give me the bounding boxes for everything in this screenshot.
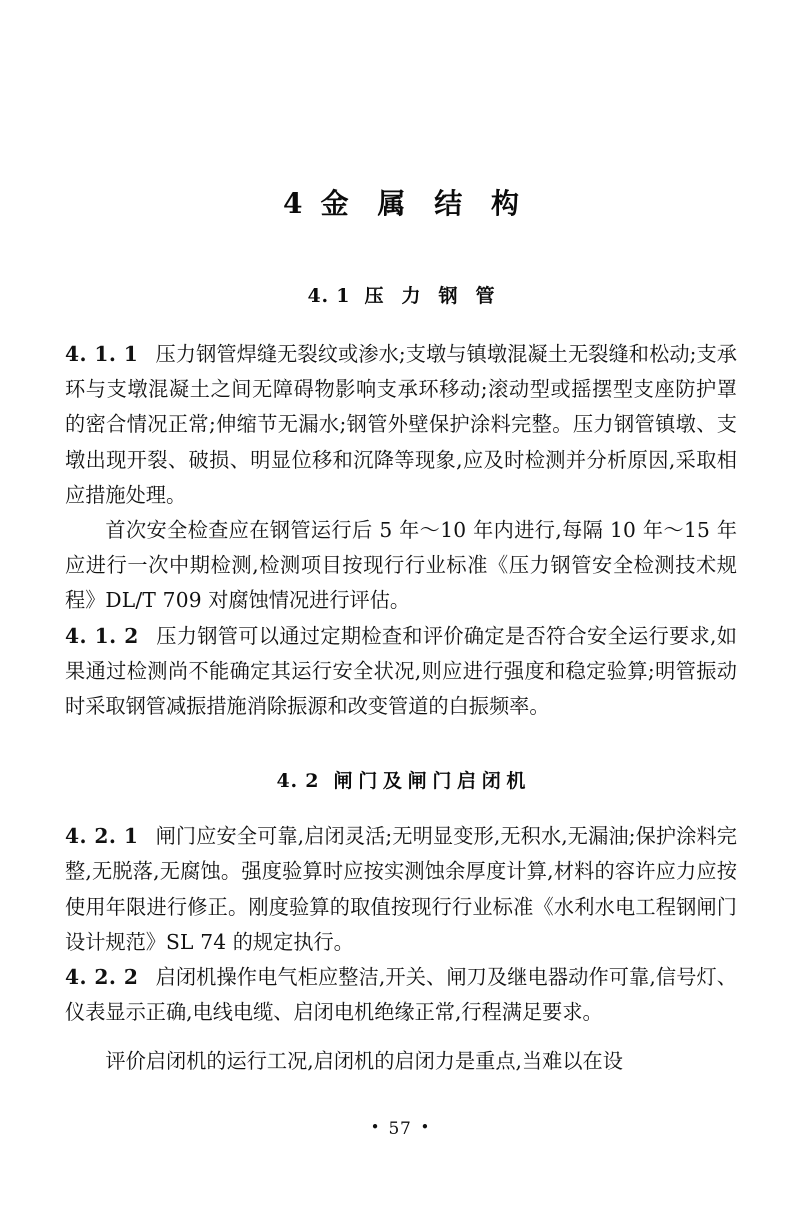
years-value-10: 10 — [440, 518, 467, 543]
clause-4-1-1 — [65, 337, 737, 513]
para-part-0: 首次安全检查应在钢管运行后 — [105, 518, 380, 543]
clause-label-4-1-1: 4. 1. 1 — [65, 342, 139, 366]
standard-code-dlt709: DL/T 709 — [105, 588, 202, 613]
para-part-10: 对腐蚀情况进行评估。 — [201, 588, 411, 613]
section-title-4-2: 闸门及闸门启闭机 — [333, 770, 532, 793]
section-title-4-1: 压 力 钢 管 — [364, 285, 501, 307]
section-heading-4-2 — [65, 766, 737, 793]
para-part-2: 年～ — [392, 518, 441, 543]
section-number-4-2: 4. 2 — [276, 770, 320, 793]
footer-dot-left: • — [370, 1118, 380, 1136]
paragraph-first-inspection — [65, 513, 737, 619]
clause-text-4-1-2: 压力钢管可以通过定期检查和评价确定是否符合安全运行要求,如果通过检测尚不能确定其运行安全状况,则应进行强度和稳定验算;明管振动时采取钢管减振措施消除振源和改变管道的白振频率。 — [65, 623, 737, 719]
para-part-6: 年～ — [636, 518, 684, 543]
clause-4-2-1 — [65, 819, 737, 960]
page-number: 57 — [388, 1119, 412, 1139]
page-footer — [0, 1118, 800, 1139]
paragraph-hoist-evaluation: 评价启闭机的运行工况,启闭机的启闭力是重点,当难以在设 — [105, 1049, 623, 1074]
page-content — [65, 0, 737, 1080]
section-number-4-1: 4. 1 — [307, 285, 351, 307]
interval-value-10: 10 — [609, 518, 637, 543]
clause-text-4-2-2: 启闭机操作电气柜应整洁,开关、闸刀及继电器动作可靠,信号灯、仪表显示正确,电线电缆、启闭电机绝缘正常,行程满足要求。 — [65, 965, 737, 1025]
para-part-8: 年应进行一次中期检测,检测项目按现行行业标准《压力钢管安全检测技术规程》 — [65, 518, 738, 613]
clause-label-4-1-2: 4. 1. 2 — [65, 623, 139, 648]
section-heading-4-1 — [65, 281, 737, 308]
clause-text-4-1-1: 压力钢管焊缝无裂纹或渗水;支墩与镇墩混凝土无裂缝和松动;支承环与支墩混凝土之间无障碍物影响支承环移动;滚动型或摇摆型支座防护罩的密合情况正常;伸缩节无漏水;钢管外壁保护涂料完整。压力钢管镇墩、支墩出现开裂、破损、明显位移和沉降等现象,应及时检测并分析原因,采取相应措施处理。 — [65, 342, 737, 507]
years-value-5: 5 — [379, 518, 393, 543]
clause-text-4-2-1-part-0: 闸门应安全可靠,启闭灵活;无明显变形,无积水,无漏油;保护涂料完整,无脱落,无腐蚀。强度验算时应按实测蚀余厚度计算,材料的容许应力应按使用年限进行修正。刚度验算的取值按现行行业标准《水利水电工程钢闸门设计规范》 — [65, 824, 737, 954]
footer-dot-right: • — [420, 1118, 430, 1136]
clause-4-1-2 — [65, 619, 737, 725]
chapter-title-text: 金 属 结 构 — [320, 187, 529, 220]
para-part-4: 年内进行,每隔 — [466, 518, 610, 543]
clause-4-2-2 — [65, 960, 737, 1030]
chapter-title — [65, 0, 737, 222]
clause-text-4-2-1-part-2: 的规定执行。 — [226, 929, 354, 954]
chapter-number: 4 — [282, 187, 306, 220]
clause-label-4-2-1: 4. 2. 1 — [65, 824, 139, 849]
standard-code-sl74: SL 74 — [165, 929, 227, 954]
interval-value-15: 15 — [683, 518, 711, 543]
clause-label-4-2-2: 4. 2. 2 — [65, 965, 139, 990]
